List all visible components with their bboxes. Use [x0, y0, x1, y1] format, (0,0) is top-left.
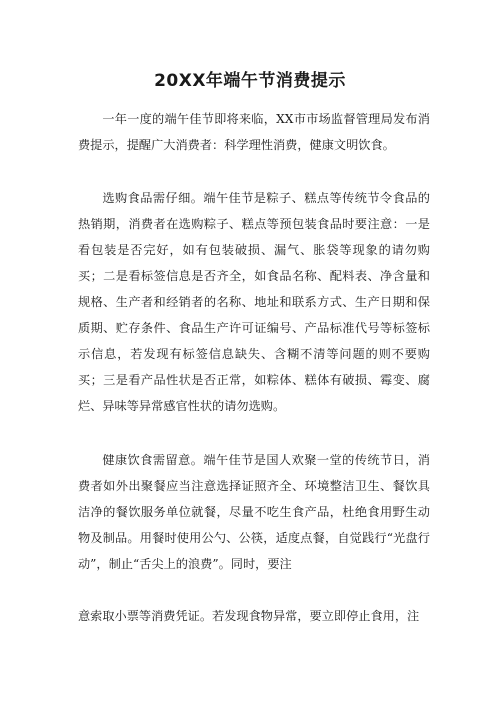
- document-title: 20XX年端午节消费提示: [154, 71, 346, 91]
- paragraph-continuation: 意索取小票等消费凭证。若发现食物异常，要立即停止食用，注: [78, 609, 420, 623]
- paragraph-healthy-eating: 健康饮食需留意。端午佳节是国人欢聚一堂的传统节日，消费者如外出聚餐应当注意选择证照齐全、环境整洁卫生、餐饮具洁净的餐饮服务单位就餐，尽量不吃生食产品，杜绝食用野生动物及制品。用餐时使用公勺、公筷，适度点餐，自觉践行“光盘行动”，制止“舌尖上的浪费”。同时，要注: [78, 453, 430, 571]
- paragraph-intro: 一年一度的端午佳节即将来临，XX市市场监督管理局发布消费提示，提醒广大消费者：科学理性消费，健康文明饮食。: [78, 112, 430, 152]
- paragraph-food-selection: 选购食品需仔细。端午佳节是粽子、糕点等传统节令食品的热销期，消费者在选购粽子、糕点等预包装食品时要注意：一是看包装是否完好，如有包装破损、漏气、胀袋等现象的请勿购买；二是看标签信息是否齐全，如食品名称、配料表、净含量和规格、生产者和经销者的名称、地址和联系方式、生产日期和保质期、贮存条件、食品生产许可证编号、产品标准代号等标签标示信息，若发现有标签信息缺失、含糊不清等问题的则不要购买；三是看产品性状是否正常，如粽体、糕体有破损、霉变、腐烂、异味等异常感官性状的请勿选购。: [78, 191, 430, 413]
